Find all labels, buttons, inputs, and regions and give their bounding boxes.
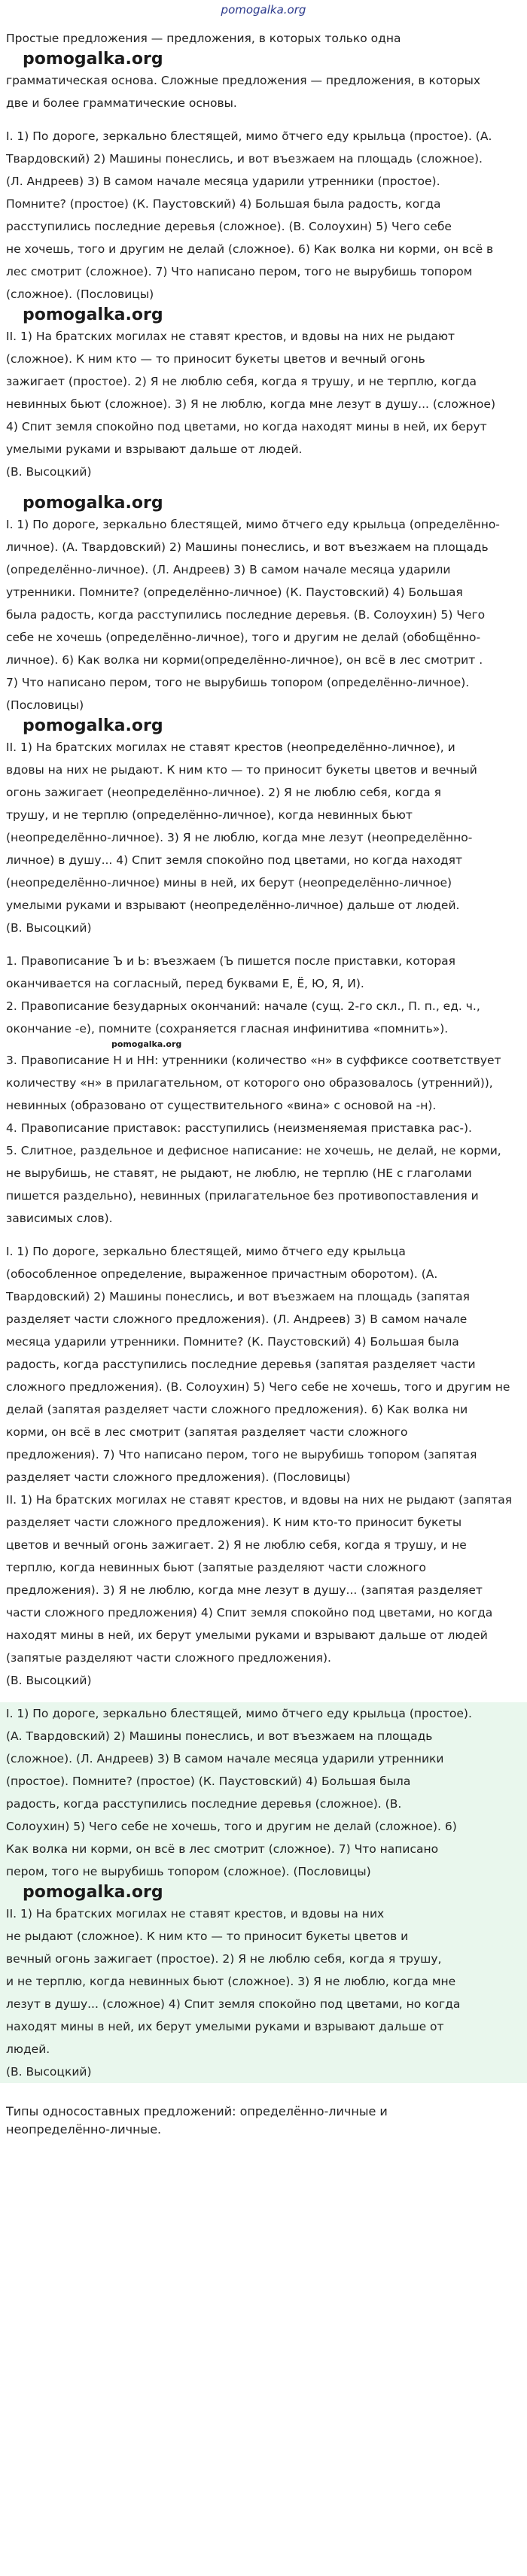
text-line: (сложное). К ним кто — то приносит букеты цветов и вечный огонь — [6, 352, 425, 366]
text-line: (сложное). (Л. Андреев) 3) В самом начале месяца ударили утренники — [6, 1752, 444, 1765]
text-line: части сложного предложения) 4) Спит земля спокойно под цветами, но когда — [6, 1606, 493, 1620]
watermark: pomogalka.org — [23, 50, 163, 68]
text-line: себе не хочешь (определённо-личное), того и другим не делай (обобщённо- — [6, 631, 481, 644]
text-line: (А. Твардовский) 2) Машины понеслись, и вот въезжаем на площадь — [6, 1729, 433, 1743]
watermark: pomogalka.org — [111, 1039, 182, 1049]
text-line: 3. Правописание Н и НН: утренники (количество «н» в суффиксе соответствует — [6, 1054, 501, 1067]
text-line: умелыми руками и взрывают дальше от людей. — [6, 443, 303, 456]
text-line: 4. Правописание приставок: расступились (неизменяемая приставка рас-). — [6, 1121, 472, 1135]
text-line: Солоухин) 5) Чего себе не хочешь, того и другим не делай (сложное). 6) — [6, 1820, 457, 1833]
text-line: не хочешь, того и другим не делай (сложное). 6) Как волка ни корми, он всё в — [6, 242, 494, 256]
text-line: Типы односоставных предложений: определённо-личные и — [6, 2104, 388, 2118]
part-highlighted-answer — [0, 1702, 527, 2083]
text-line: (обособленное определение, выраженное причастным оборотом). (А. — [6, 1267, 438, 1281]
part-punctuation — [0, 1240, 527, 1692]
text-line: Как волка ни корми, он всё в лес смотрит (сложное). 7) Что написано — [6, 1842, 439, 1856]
intro-section — [0, 27, 527, 114]
text-line: 2. Правописание безударных окончаний: начале (сущ. 2-го скл., П. п., ед. ч., — [6, 999, 480, 1013]
text-line: две и более грамматические основы. — [6, 96, 237, 110]
text-line: трушу, и не терплю (определённо-личное), когда невинных бьют — [6, 808, 413, 822]
text-line: личное). (А. Твардовский) 2) Машины понеслись, и вот въезжаем на площадь — [6, 540, 489, 554]
text-line: Помните? (простое) (К. Паустовский) 4) Большая была радость, когда — [6, 197, 441, 211]
text-line: (неопределённо-личное). 3) Я не люблю, когда мне лезут (неопределённо- — [6, 831, 473, 844]
text-line: (В. Высоцкий) — [6, 465, 92, 479]
text-line: I. 1) По дороге, зеркально блестящей, мимо о̃тчего еду крыльца (определённо- — [6, 518, 500, 531]
text-line: вдовы на них не рыдают. К ним кто — то приносит букеты цветов и вечный — [6, 763, 477, 777]
text-line: разделяет части сложного предложения). (Л. Андреев) 3) В самом начале — [6, 1312, 468, 1326]
text-line: лес смотрит (сложное). 7) Что написано пером, того не вырубишь топором — [6, 265, 473, 278]
text-line: 4) Спит земля спокойно под цветами, но когда находят мины в ней, их берут — [6, 420, 487, 433]
text-line: умелыми руками и взрывают (неопределённо-личное) дальше от людей. — [6, 899, 460, 912]
text-line: месяца ударили утренники. Помните? (К. Паустовский) 4) Большая была — [6, 1335, 459, 1349]
text-line: оканчивается на согласный, перед буквами Е, Ё, Ю, Я, И). — [6, 977, 364, 990]
text-line: неопределённо-личные. — [6, 2122, 162, 2137]
text-line: расступились последние деревья (сложное). (В. Солоухин) 5) Чего себе — [6, 220, 452, 233]
text-line: (неопределённо-личное) мины в ней, их берут (неопределённо-личное) — [6, 876, 452, 890]
text-line: пером, того не вырубишь топором (сложное). (Пословицы) — [6, 1865, 371, 1878]
text-line: (Л. Андреев) 3) В самом начале месяца ударили утренники (простое). — [6, 175, 440, 188]
text-line: II. 1) На братских могилах не ставят крестов, и вдовы на них — [6, 1907, 385, 1921]
text-line: (сложное). (Пословицы) — [6, 287, 154, 301]
text-line: 7) Что написано пером, того не вырубишь топором (определённо-личное). — [6, 676, 470, 689]
text-line: разделяет части сложного предложения). (Пословицы) — [6, 1470, 351, 1484]
text-line: и не терплю, когда невинных бьют (сложное). 3) Я не люблю, когда мне — [6, 1975, 456, 1988]
text-line: пишется раздельно), невинных (прилагательное без противопоставления и — [6, 1189, 479, 1203]
text-line: (простое). Помните? (простое) (К. Паустовский) 4) Большая была — [6, 1775, 411, 1788]
text-line: цветов и вечный огонь зажигает. 2) Я не люблю себя, когда я трушу, и не — [6, 1538, 467, 1552]
watermark: pomogalka.org — [23, 306, 163, 324]
text-line: грамматическая основа. Сложные предложения — предложения, в которых — [6, 74, 481, 87]
text-line: Твардовский) 2) Машины понеслись, и вот въезжаем на площадь (запятая — [6, 1290, 470, 1303]
text-line: корми, он всё в лес смотрит (запятая разделяет части сложного — [6, 1425, 408, 1439]
text-line: предложения). 7) Что написано пером, того не вырубишь топором (запятая — [6, 1448, 477, 1461]
text-line: I. 1) По дороге, зеркально блестящей, мимо о̃тчего еду крыльца — [6, 1245, 406, 1258]
text-line: терплю, когда невинных бьют (запятые разделяют части сложного — [6, 1561, 427, 1574]
text-line: невинных бьют (сложное). 3) Я не люблю, когда мне лезут в душу... (сложное) — [6, 397, 495, 411]
text-line: находят мины в ней, их берут умелыми руками и взрывают дальше от — [6, 2020, 444, 2033]
text-line: находят мины в ней, их берут умелыми руками и взрывают дальше от людей — [6, 1629, 488, 1642]
text-line: невинных (образовано от существительного «вина» с основой на -н). — [6, 1099, 437, 1112]
text-line: (определённо-личное). (Л. Андреев) 3) В самом начале месяца ударили — [6, 563, 451, 576]
text-line: зависимых слов). — [6, 1212, 113, 1225]
text-line: радость, когда расступились последние деревья (сложное). (В. — [6, 1797, 402, 1811]
text-line: (Пословицы) — [6, 698, 84, 712]
text-line: разделяет части сложного предложения). К ним кто-то приносит букеты — [6, 1516, 462, 1529]
text-line: сложного предложения). (В. Солоухин) 5) Чего себе не хочешь, того и другим не — [6, 1380, 510, 1394]
text-line: окончание -е), помните (сохраняется гласная инфинитива «помнить»). — [6, 1022, 449, 1036]
text-line: не вырубишь, не ставят, не рыдают, не люблю, не терплю (НЕ с глаголами — [6, 1166, 472, 1180]
text-line: вечный огонь зажигает (простое). 2) Я не люблю себя, когда я трушу, — [6, 1952, 442, 1966]
text-line: личное). 6) Как волка ни корми(определённо-личное), он всё в лес смотрит . — [6, 653, 483, 667]
part-spelling — [0, 950, 527, 1230]
text-line: 1. Правописание Ъ и Ь: въезжаем (Ъ пишется после приставки, которая — [6, 954, 455, 968]
text-line: Твардовский) 2) Машины понеслись, и вот въезжаем на площадь (сложное). — [6, 152, 483, 166]
watermark: pomogalka.org — [23, 1883, 163, 1902]
watermark-top: pomogalka.org — [221, 3, 306, 17]
watermark: pomogalka.org — [23, 494, 163, 512]
text-line: (В. Высоцкий) — [6, 1674, 92, 1687]
text-line: Простые предложения — предложения, в которых только одна — [6, 32, 401, 45]
text-line: радость, когда расступились последние деревья (запятая разделяет части — [6, 1358, 476, 1371]
text-line: людей. — [6, 2042, 50, 2056]
text-line: личное) в душу... 4) Спит земля спокойно под цветами, но когда находят — [6, 853, 462, 867]
text-line: (запятые разделяют части сложного предложения). — [6, 1651, 331, 1665]
text-line: была радость, когда расступились последние деревья. (В. Солоухин) 5) Чего — [6, 608, 486, 622]
footer-note — [0, 2089, 527, 2145]
text-line: зажигает (простое). 2) Я не люблю себя, когда я трушу, и не терплю, когда — [6, 375, 477, 388]
text-line: лезут в душу... (сложное) 4) Спит земля спокойно под цветами, но когда — [6, 1997, 461, 2011]
text-line: II. 1) На братских могилах не ставят крестов, и вдовы на них не рыдают (запятая — [6, 1493, 513, 1507]
text-line: (В. Высоцкий) — [6, 921, 92, 935]
watermark: pomogalka.org — [23, 716, 163, 735]
text-line: предложения). 3) Я не люблю, когда мне лезут в душу... (запятая разделяет — [6, 1583, 483, 1597]
part-one-member-types — [0, 494, 527, 939]
text-line: не рыдают (сложное). К ним кто — то приносит букеты цветов и — [6, 1930, 409, 1943]
text-line: огонь зажигает (неопределённо-личное). 2) Я не люблю себя, когда я — [6, 786, 441, 799]
part-simple-complex — [0, 125, 527, 483]
text-line: 5. Слитное, раздельное и дефисное написание: не хочешь, не делай, не корми, — [6, 1144, 501, 1157]
text-line: II. 1) На братских могилах не ставят крестов, и вдовы на них не рыдают — [6, 330, 455, 343]
text-line: утренники. Помните? (определённо-личное) (К. Паустовский) 4) Большая — [6, 585, 463, 599]
text-line: II. 1) На братских могилах не ставят крестов (неопределённо-личное), и — [6, 741, 455, 754]
text-line: делай (запятая разделяет части сложного предложения). 6) Как волка ни — [6, 1403, 468, 1416]
text-line: I. 1) По дороге, зеркально блестящей, мимо о̃тчего еду крыльца (простое). (А. — [6, 129, 492, 143]
text-line: (В. Высоцкий) — [6, 2065, 92, 2079]
text-line: I. 1) По дороге, зеркально блестящей, мимо о̃тчего еду крыльца (простое). — [6, 1707, 472, 1720]
text-line: количеству «н» в прилагательном, от которого оно образовалось (утренний)), — [6, 1076, 493, 1090]
